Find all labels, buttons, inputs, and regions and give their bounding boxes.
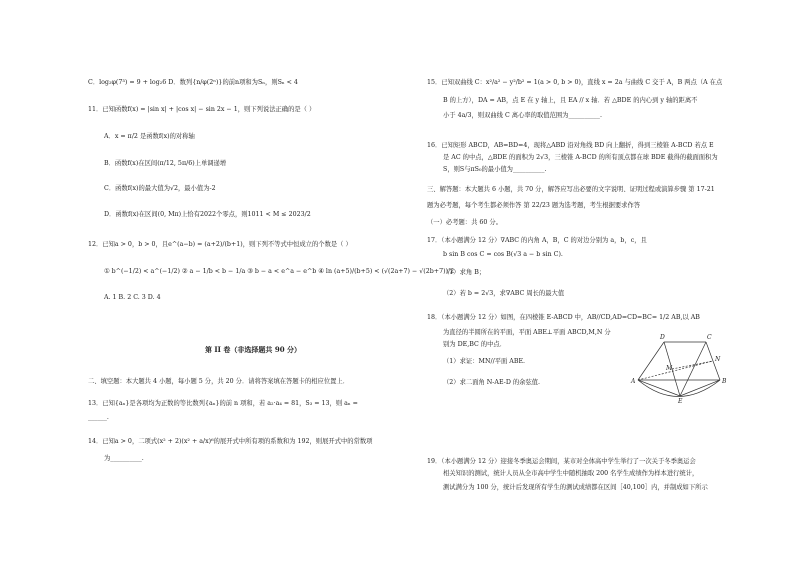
q18-part1: （1）求证：MN//平面 ABE. [443, 358, 526, 365]
q12-stem: 12．已知a > 0，b > 0，且e^(a−b) = (a+2)/(b+1)，则下列不等式中恒成立的个数是（ ） [88, 241, 352, 248]
q11-option-c: C．函数f(x)的最大值为√2，最小值为-2 [104, 185, 216, 192]
q15-line1: 15．已知双曲线 C：x²/a² − y²/b² = 1(a > 0, b > 0)，直线 x = 2a 与曲线 C 交于 A，B 两点（A 在点 [427, 79, 723, 86]
label-n: N [715, 356, 721, 363]
label-e: E [678, 398, 683, 404]
solve-heading-line2: 题为必考题，每个考生都必须作答 第 22/23 题为选考题，考生根据要求作答 [427, 202, 641, 209]
q18-stem-2: 为直径的半圆所在的平面，平面 ABE⊥平面 ABCD,M,N 分 [443, 329, 611, 336]
q14-blank: 为__________. [104, 455, 144, 462]
label-a: A [631, 378, 636, 385]
q18-part2: （2）求二面角 N-AE-D 的余弦值. [443, 379, 541, 386]
fill-in-heading: 二、填空题：本大题共 4 小题，每小题 5 分，共 20 分．请将答案填在答题卡的相应位置上． [88, 378, 350, 385]
q11-option-d: D．函数f(x)在区间(0, Mπ)上恰有2022个零点，则1011 < M ≤ 2023/2 [104, 211, 311, 218]
q16-line1: 16．已知矩形 ABCD，AB=BD=4，现将△ABD 沿对角线 BD 向上翻折，得到三棱锥 A-BCD 若点 E [427, 142, 714, 149]
required-section: （一）必考题：共 60 分。 [427, 219, 502, 226]
label-c: C [707, 334, 712, 341]
q16-line2: 是 AC 的中点，△BDE 的面积为 2√3，三棱锥 A-BCD 的所有顶点都在球 BDE 截得的截面面积为 [443, 154, 718, 161]
label-d: D [660, 334, 665, 341]
q19-line2: 相关知识的测试，统计人员从全市高中学生中随机抽取 200 名学生成绩作为样本进行统计， [443, 470, 699, 477]
right-column [427, 0, 787, 562]
q12-options: A. 1 B. 2 C. 3 D. 4 [104, 294, 161, 301]
pyramid-figure [628, 328, 728, 404]
semicircle-arc [638, 380, 720, 397]
edge-ae [638, 380, 680, 396]
q17-condition: b sin B cos C = cos B(√3 a − b sin C). [443, 251, 563, 258]
q14-stem: 14．已知a > 0，二项式(x² + 2)(x² + a/x)⁶的展开式中所有项的系数和为 192，则展开式中的常数项 [88, 438, 373, 445]
q17-part2: （2）若 b = 2√3，求∇ABC 周长的最大值 [443, 290, 565, 297]
q17-stem: 17．（本小题满分 12 分）∇ABC 的内角 A，B，C 的对边分别为 a，b，c，且 [427, 237, 647, 244]
q19-line3: 测试满分为 100 分，统计后发现所有学生的测试成绩都在区间［40,100］内，并制成如下所示 [443, 484, 708, 491]
left-column [88, 0, 455, 562]
q11-option-a: A．x = π/2 是函数f(x)的对称轴 [104, 133, 195, 140]
edge-be [680, 380, 720, 396]
q16-line3: S，则S与πS₀的最小值为__________. [443, 166, 547, 173]
q10-options-cd: C．log₂φ(7³) = 9 + log₂6 D．数列{n/φ(2ⁿ)}的前n项和为Sₙ，则Sₙ < 4 [88, 79, 298, 86]
q15-line3: 小于 4a/3，则双曲线 C 离心率的取值范围为__________. [443, 112, 602, 119]
edge-ce [680, 342, 706, 396]
q11-stem: 11．已知函数f(x) = |sin x| + |cos x| − sin 2x − 1，则下列说法正确的是（ ） [88, 106, 316, 113]
q19-line1: 19．（本小题满分 12 分）迎接冬季奥运会期间，某市对全体高中学生举行了一次关于冬季奥运会 [427, 458, 696, 465]
solve-heading-line1: 三、解答题：本大题共 6 小题，共 70 分，解答应写出必要的文字说明、证明过程或演算步骤 第 17-21 [427, 186, 715, 193]
q13-blank: ______. [88, 414, 109, 421]
q18-stem: 18．（本小题满分 12 分）如图，在四棱锥 E-ABCD 中，AB//CD,AD=CD=BC= 1/2 AB,以 AB [427, 314, 700, 321]
q18-stem-3: 别为 DE,BC 的中点． [443, 341, 506, 348]
label-b: B [722, 378, 727, 385]
q17-part1: （1）求角 B； [443, 269, 486, 276]
q13-stem: 13．已知{aₙ}是各项均为正数的等比数列{aₙ}的前 n 项和，若 a₂·a₄ = 81，S₃ = 13，则 aₙ = [88, 400, 358, 407]
section-ii-title: 第 II 卷（非选择题共 90 分） [204, 345, 302, 354]
q15-line2: B 的上方），DA = AB，点 E 在 y 轴上，且 EA // x 轴．若 △BDE 的内心到 y 轴的距离不 [443, 97, 698, 104]
q11-option-b: B．函数f(x)在区间(π/12, 5π/6)上单调递增 [104, 160, 227, 167]
q12-statements: ① b^(−1/2) < a^(−1/2) ② a − 1/b < b − 1/a ③ b − a < e^a − e^b ④ ln (a+5)/(b+5) < (√(2a+7) − √(2b+7))/2 [104, 268, 455, 275]
label-m: M [666, 365, 673, 372]
